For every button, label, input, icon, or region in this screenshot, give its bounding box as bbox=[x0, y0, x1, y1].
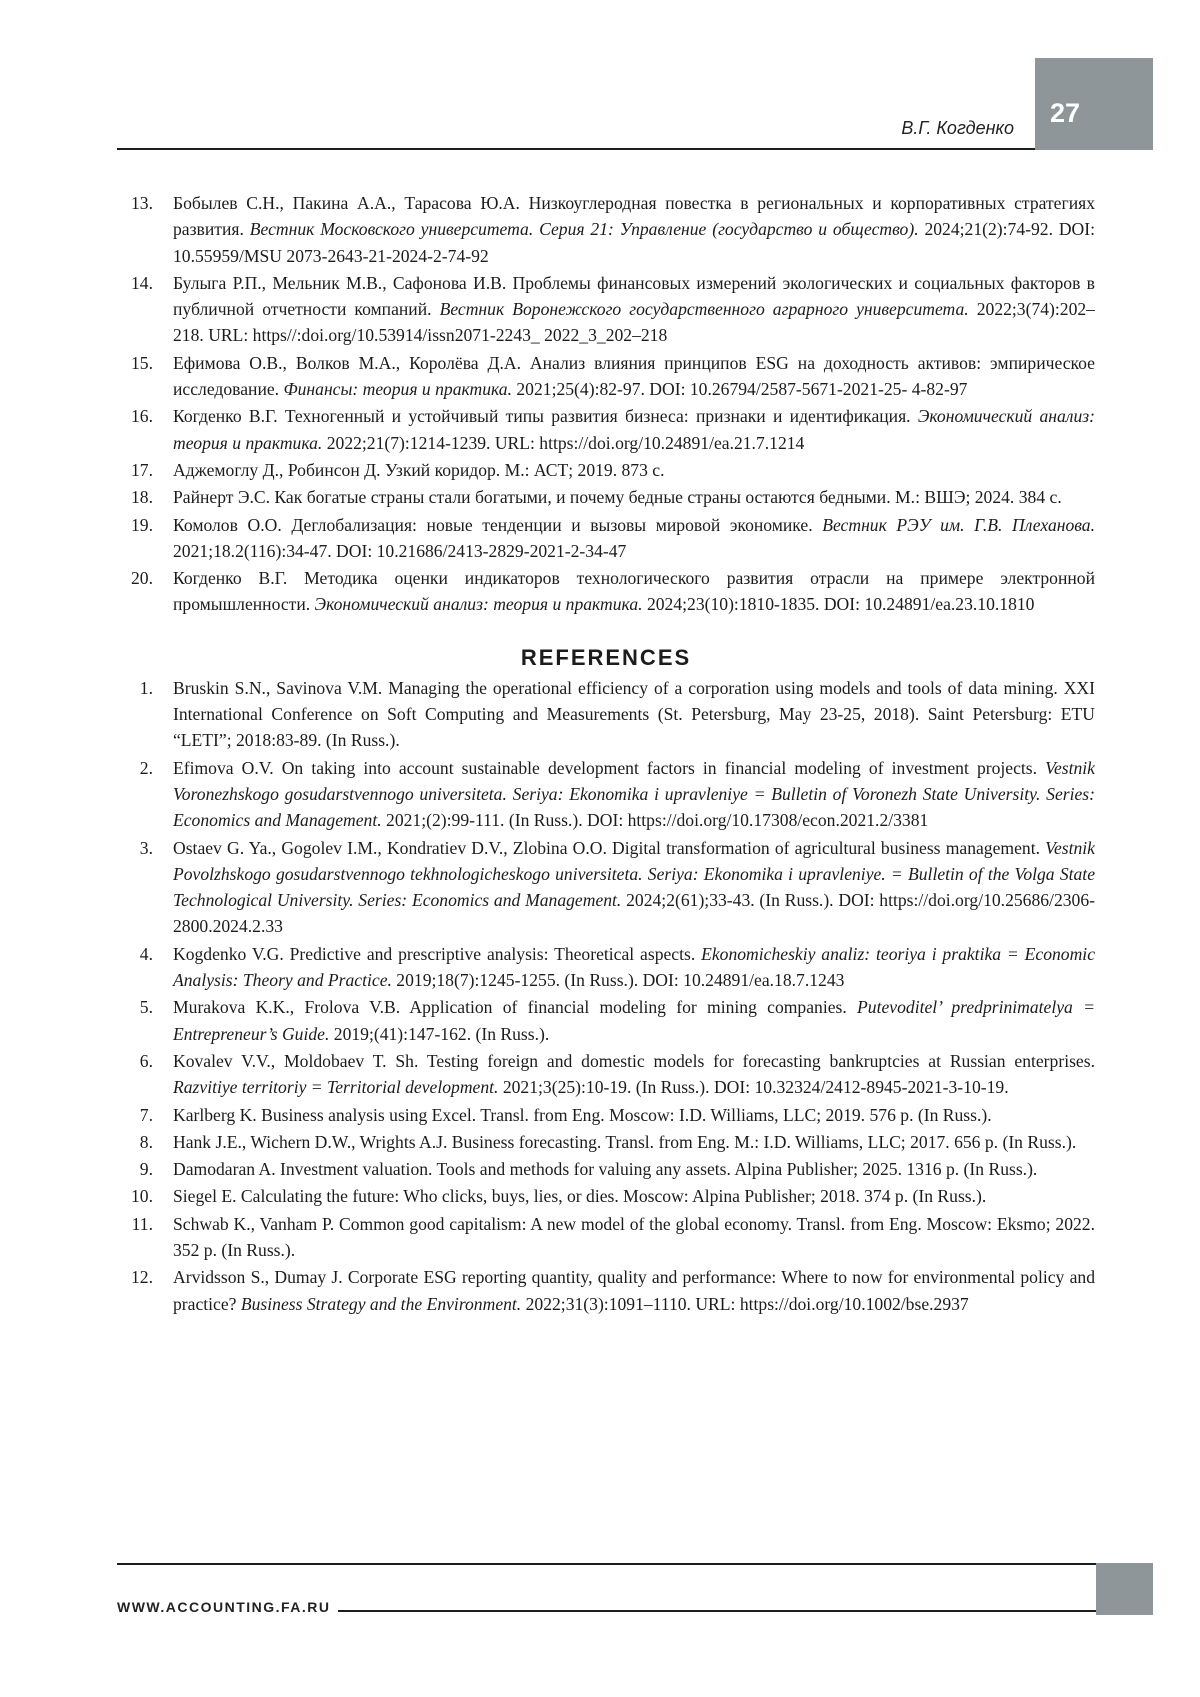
reference-number: 17. bbox=[131, 459, 153, 480]
reference-text: 2024;2(61);33-43. (In Russ.). DOI: https://doi.org/10.25686/2306-2800.2024.2.33 bbox=[173, 890, 1095, 937]
reference-number: 14. bbox=[131, 272, 153, 293]
reference-item bbox=[117, 994, 1095, 1047]
reference-item bbox=[117, 457, 1095, 483]
reference-number: 11. bbox=[131, 1213, 153, 1234]
footer-rule bbox=[338, 1610, 1096, 1612]
reference-number: 20. bbox=[131, 568, 153, 589]
reference-text: 2024;21(2):74-92. DOI: 10.55959/MSU 2073-2643-21-2024-2-74-92 bbox=[173, 219, 1095, 266]
reference-text: Arvidsson S., Dumay J. Corporate ESG reporting quantity, quality and performance: Where to now for environmental policy and practice? bbox=[173, 1267, 1095, 1314]
reference-item bbox=[117, 565, 1095, 618]
reference-text: 2022;31(3):1091–1110. URL: https://doi.org/10.1002/bse.2937 bbox=[521, 1293, 969, 1314]
reference-text: Булыга Р.П., Мельник М.В., Сафонова И.В. Проблемы финансовых измерений экологических и социальных факторов в публичной отчетности компаний. bbox=[173, 272, 1095, 320]
reference-text: 2021;18.2(116):34-47. DOI: 10.21686/2413-2829-2021-2-34-47 bbox=[173, 540, 627, 561]
reference-text: 2022;3(74):202–218. URL: https//:doi.org/10.53914/issn2071-2243_ 2022_3_202–218 bbox=[173, 299, 1095, 346]
reference-number: 13. bbox=[131, 193, 153, 213]
reference-source: Putevoditel’ predprinimatelya = Entrepreneur’s Guide. bbox=[173, 997, 1095, 1044]
reference-item bbox=[117, 1264, 1095, 1317]
page-number: 27 bbox=[1050, 98, 1081, 128]
website-url[interactable]: WWW.ACCOUNTING.FA.RU bbox=[117, 1599, 331, 1615]
reference-item bbox=[117, 270, 1095, 349]
reference-number: 18. bbox=[131, 487, 153, 508]
english-reference-list bbox=[117, 675, 1095, 1317]
reference-number: 1. bbox=[139, 677, 153, 698]
reference-text: Bruskin S.N., Savinova V.M. Managing the operational efficiency of a corporation using models and tools of data mining. XXI International Conference on Soft Computing and Measurements (St. Petersburg, May 23-25, 2018). Saint Petersburg: ETU “LETI”; 2018:83-89. (In Russ.). bbox=[173, 677, 1095, 751]
reference-text: Siegel E. Calculating the future: Who clicks, buys, lies, or dies. Moscow: Alpina Publisher; 2018. 374 p. (In Russ.). bbox=[173, 1186, 987, 1207]
reference-text: 2024;23(10):1810-1835. DOI: 10.24891/ea.23.10.1810 bbox=[642, 594, 1035, 615]
references-heading: REFERENCES bbox=[520, 644, 692, 670]
reference-item bbox=[117, 512, 1095, 565]
reference-item bbox=[117, 1156, 1095, 1182]
reference-text: Kovalev V.V., Moldobaev T. Sh. Testing foreign and domestic models for forecasting bankruptcies at Russian enterprises. bbox=[173, 1050, 1095, 1071]
reference-number: 3. bbox=[139, 837, 153, 858]
reference-number: 6. bbox=[139, 1050, 153, 1071]
reference-source: Вестник Воронежского государственного аграрного университета. bbox=[439, 299, 969, 320]
reference-text: 2021;(2):99-111. (In Russ.). DOI: https://doi.org/10.17308/econ.2021.2/3381 bbox=[381, 810, 929, 831]
reference-text: Райнерт Э.С. Как богатые страны стали богатыми, и почему бедные страны остаются бедными. М.: ВШЭ; 2024. 384 с. bbox=[173, 487, 1062, 508]
reference-source: Финансы: теория и практика. bbox=[283, 379, 512, 400]
reference-item bbox=[117, 350, 1095, 403]
reference-text: Когденко В.Г. Техногенный и устойчивый типы развития бизнеса: признаки и идентификация. bbox=[173, 406, 918, 427]
reference-item bbox=[117, 1129, 1095, 1155]
reference-item bbox=[117, 1048, 1095, 1101]
reference-number: 19. bbox=[131, 514, 153, 535]
reference-text: Efimova O.V. On taking into account sustainable development factors in financial modeling of investment projects. bbox=[173, 757, 1046, 778]
reference-text: Комолов О.О. Деглобализация: новые тенденции и вызовы мировой экономике. bbox=[173, 514, 823, 535]
reference-text: 2019;18(7):1245-1255. (In Russ.). DOI: 10.24891/ea.18.7.1243 bbox=[391, 970, 845, 991]
reference-text: 2021;25(4):82-97. DOI: 10.26794/2587-5671-2021-25- 4-82-97 bbox=[511, 379, 968, 400]
reference-text: Schwab K., Vanham P. Common good capitalism: A new model of the global economy. Transl. from Eng. Moscow: Eksmo; 2022. 352 p. (In Russ.). bbox=[173, 1213, 1095, 1260]
reference-source: Вестник РЭУ им. Г.В. Плеханова. bbox=[822, 514, 1095, 535]
reference-text: Ефимова О.В., Волков М.А., Королёва Д.А. Анализ влияния принципов ESG на доходность активов: эмпирическое исследование. bbox=[173, 352, 1095, 400]
reference-text: Damodaran A. Investment valuation. Tools and methods for valuing any assets. Alpina Publisher; 2025. 1316 p. (In Russ.). bbox=[173, 1159, 1038, 1180]
reference-number: 16. bbox=[131, 406, 153, 427]
reference-text: 2019;(41):147-162. (In Russ.). bbox=[329, 1023, 550, 1044]
reference-number: 9. bbox=[139, 1159, 153, 1180]
footer-rule-top bbox=[117, 1563, 1096, 1565]
reference-text: Бобылев С.Н., Пакина А.А., Тарасова Ю.А. Низкоуглеродная повестка в региональных и корпоративных стратегиях развития. bbox=[173, 193, 1095, 240]
reference-text: 2021;3(25):10-19. (In Russ.). DOI: 10.32324/2412-8945-2021-3-10-19. bbox=[498, 1077, 1009, 1098]
footer-box bbox=[1096, 1563, 1153, 1615]
reference-text: Kogdenko V.G. Predictive and prescriptive analysis: Theoretical aspects. bbox=[173, 943, 702, 964]
reference-text: Hank J.E., Wichern D.W., Wrights A.J. Business forecasting. Transl. from Eng. M.: I.D. Williams, LLC; 2017. 656 p. (In Russ.). bbox=[173, 1131, 1077, 1152]
reference-item bbox=[117, 675, 1095, 754]
reference-source: Экономический анализ: теория и практика. bbox=[173, 406, 1095, 453]
reference-item bbox=[117, 190, 1095, 269]
reference-source: Vestnik Voronezhskogo gosudarstvennogo universiteta. Seriya: Ekonomika i upravleniye = Bulletin of Voronezh State University. Series: Economics and Management. bbox=[173, 757, 1095, 831]
reference-source: Ekonomicheskiy analiz: teoriya i praktika = Economic Analysis: Theory and Practice. bbox=[173, 943, 1096, 991]
reference-source: Экономический анализ: теория и практика. bbox=[314, 594, 643, 615]
reference-item bbox=[117, 941, 1095, 994]
reference-item bbox=[117, 403, 1095, 456]
reference-source: Vestnik Povolzhskogo gosudarstvennogo tekhnologicheskogo universiteta. Seriya: Ekonomika i upravleniye. = Bulletin of the Volga State Technological University. Series: Economics and Management. bbox=[173, 837, 1095, 911]
reference-item bbox=[117, 484, 1095, 510]
reference-number: 5. bbox=[139, 997, 153, 1018]
reference-item bbox=[117, 835, 1095, 940]
reference-item bbox=[117, 755, 1095, 834]
reference-text: Murakova K.K., Frolova V.B. Application of financial modeling for mining companies. bbox=[173, 997, 858, 1018]
russian-reference-list bbox=[117, 190, 1095, 618]
reference-number: 2. bbox=[139, 757, 153, 778]
reference-number: 10. bbox=[131, 1186, 153, 1207]
running-header-author: В.Г. Когденко bbox=[901, 118, 1014, 138]
reference-text: 2022;21(7):1214-1239. URL: https://doi.org/10.24891/ea.21.7.1214 bbox=[322, 432, 805, 453]
reference-number: 8. bbox=[139, 1131, 153, 1152]
reference-number: 4. bbox=[139, 943, 153, 964]
reference-source: Вестник Московского университета. Серия 21: Управление (государство и общество). bbox=[249, 219, 919, 240]
reference-source: Business Strategy and the Environment. bbox=[240, 1293, 522, 1314]
reference-text: Аджемоглу Д., Робинсон Д. Узкий коридор. М.: АСТ; 2019. 873 с. bbox=[173, 459, 665, 480]
header-rule bbox=[117, 148, 1035, 150]
reference-text: Когденко В.Г. Методика оценки индикаторов технологического развития отрасли на примере электронной промышленности. bbox=[173, 568, 1095, 615]
reference-item bbox=[117, 1183, 1095, 1209]
reference-item bbox=[117, 1211, 1095, 1264]
references-content bbox=[117, 190, 1095, 1318]
reference-number: 12. bbox=[131, 1267, 153, 1288]
reference-text: Ostaev G. Ya., Gogolev I.M., Kondratiev D.V., Zlobina O.O. Digital transformation of agricultural business management. bbox=[173, 837, 1046, 858]
reference-text: Karlberg K. Business analysis using Excel. Transl. from Eng. Moscow: I.D. Williams, LLC; 2019. 576 p. (In Russ.). bbox=[173, 1104, 992, 1125]
reference-item bbox=[117, 1102, 1095, 1128]
reference-number: 7. bbox=[139, 1104, 153, 1125]
reference-number: 15. bbox=[131, 352, 153, 373]
reference-source: Razvitiye territoriy = Territorial development. bbox=[173, 1077, 499, 1098]
